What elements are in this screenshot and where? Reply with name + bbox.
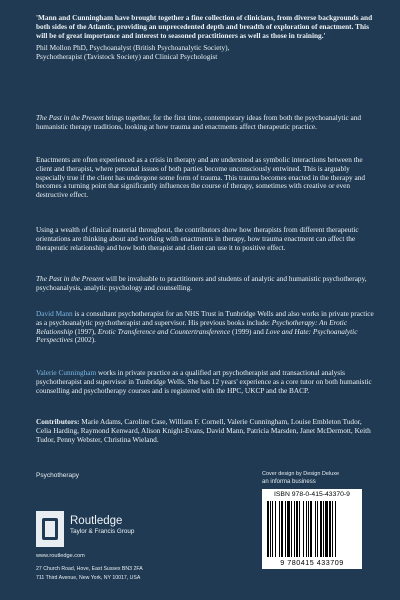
bio-text: is a consultant psychotherapist for an NHS Trust in Tunbridge Wells and also works in private practice as a psychoanalytic psychotherapist and supervisor. His previous books include: — [36, 309, 374, 327]
publisher-address-us: 711 Third Avenue, New York, NY 10017, USA — [36, 575, 141, 581]
clinical-paragraph: Using a wealth of clinical material throughout, the contributors show how therapists from different therapeutic orientations are thinking about and working with enactments in therapy, how trauma enactment can affect the therapeutic relationship and how both therapist and client can use it to positive effect. — [36, 225, 359, 252]
endorsement-quote: 'Mann and Cunningham have brought together a fine collection of clinicians, from diverse backgrounds and both sides of the Atlantic, providing an unprecedented depth and breadth of exploration of enactment. This will be of great importance and interest to seasoned practitioners as well as those in training.' — [36, 13, 373, 40]
book-title: The Past in the Present — [36, 274, 104, 283]
intro-text: brings together, for the first time, contemporary ideas from both the psychoanalytic and humanistic therapy traditions, looking at how trauma and enactments affect therapeutic practice. — [36, 113, 362, 131]
publisher-address-uk: 27 Church Road, Hove, East Sussex BN3 2FA — [36, 566, 143, 572]
intro-paragraph — [36, 114, 374, 132]
blurb-column — [36, 13, 374, 444]
routledge-mark-icon — [42, 518, 58, 540]
enactment-paragraph: Enactments are often experienced as a crisis in therapy and are understood as symbolic interactions between the client and therapist, where personal issues of both parties become unconsciously entwined. This is arguably especially true if the client has undergone some form of trauma. This trauma becomes enacted in the therapy and becomes a turning point that significantly influences the course of therapy, sometimes with creative or even destructive effect. — [36, 155, 365, 200]
barcode-digits: 9 780415 433709 — [280, 558, 344, 567]
book-citation: Erotic Transference and Countertransference — [97, 326, 231, 336]
author-name: Valerie Cunningham — [36, 368, 97, 377]
endorsement-attribution — [36, 44, 374, 62]
author-bio-mann — [36, 310, 374, 345]
informa-tagline: an informa business — [262, 479, 316, 485]
bio-text: (1999) and — [230, 326, 266, 336]
publisher-name: Routledge — [70, 515, 123, 527]
routledge-logo-icon — [36, 511, 64, 547]
attribution-line-1: Phil Mollon PhD, Psychoanalyst (British Psychoanalytic Society), — [36, 43, 230, 53]
barcode-icon — [267, 501, 357, 557]
publisher-block — [70, 515, 134, 535]
bio-text: works in private practice as a qualified art psychotherapist and transactional analysis psychotherapist and supervisor in Tunbridge Wells. She has 12 years' experience as a core tutor on both humanistic counselling and psychotherapy courses and is registered with the HPC, UKCP and the BACP. — [36, 368, 372, 395]
book-title: The Past in the Present — [36, 113, 104, 122]
publisher-url[interactable]: www.routledge.com — [36, 553, 85, 559]
contributors-label: Contributors: — [36, 417, 80, 426]
subject-category: Psychotherapy — [36, 472, 79, 479]
audience-text: will be invaluable to practitioners and students of analytic and humanistic psychotherapy, psychoanalysis, analytic psychology and counselling. — [36, 274, 367, 292]
author-bio-cunningham — [36, 369, 374, 395]
cover-design-credit: Cover design by Design Deluxe — [262, 471, 340, 477]
author-name: David Mann — [36, 309, 73, 318]
publisher-group: Taylor & Francis Group — [70, 528, 135, 535]
attribution-line-2: Psychotherapist (Tavistock Society) and Clinical Psychologist — [36, 52, 218, 62]
contributors-list — [36, 418, 374, 444]
audience-paragraph — [36, 275, 374, 293]
bio-text: (1997), — [72, 326, 98, 336]
book-citation: Love and Hate: Psychoanalytic Perspectives — [36, 326, 358, 345]
book-citation: Psychotherapy: An Erotic Relationship — [36, 317, 348, 336]
barcode-panel — [262, 489, 362, 569]
isbn-label: ISBN 978-0-415-43370-9 — [274, 491, 350, 498]
contributors-names: Marie Adams, Caroline Case, William F. Cornell, Valerie Cunningham, Louise Embleton Tudor, Celia Harding, Raymond Kenward, Alison Knight-Evans, David Mann, Patricia Marsden, Janet McDermott, Keith Tudor, Penny Webster, Christina Wieland. — [36, 417, 371, 444]
bio-text: (2002). — [72, 335, 96, 345]
